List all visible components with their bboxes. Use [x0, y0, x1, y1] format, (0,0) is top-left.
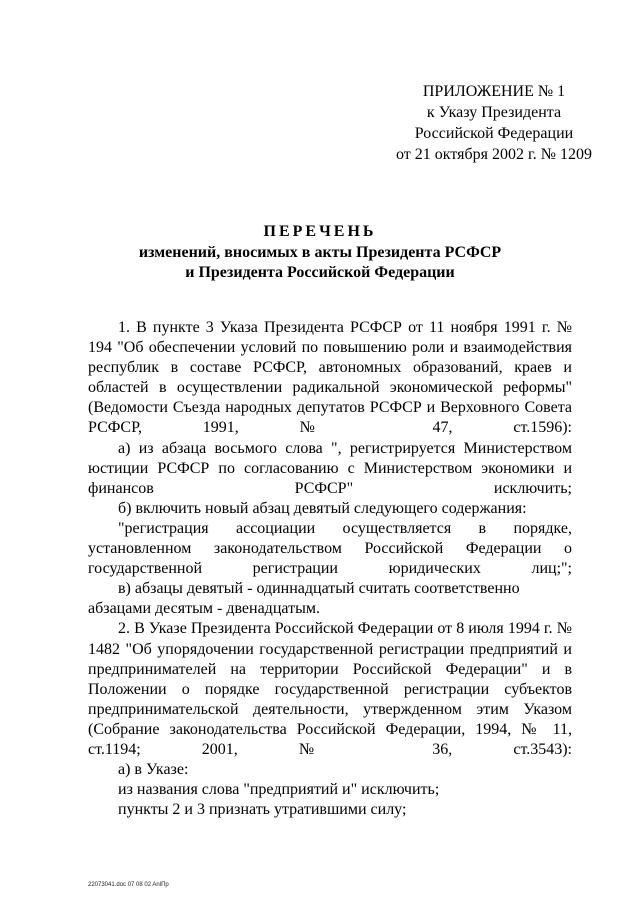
paragraph-repeal: пункты 2 и 3 признать утратившими силу;: [118, 801, 407, 819]
paragraph-item-1c: в) абзацы девятый - одиннадцатый считать соответственно абзацами десятым - двенадцатым.: [88, 580, 520, 618]
document-subtitle-line1: изменений, вносимых в акты Президента РСФСР: [138, 244, 502, 261]
paragraph-item-1: 1. В пункте 3 Указа Президента РСФСР от 11 ноября 1991 г. № 194 "Об обеспечении условий по повышению роли и взаимодействия республик в составе РСФСР, автономных образований, краев и областей в осуществлении радикальной экономической реформы" (Ведомости Съезда народных депутатов РСФСР и Верховного Совета РСФСР, 1991, № 47, ст.1596):: [88, 319, 572, 437]
paragraph-item-1a: а) из абзаца восьмого слова ", регистрируется Министерством юстиции РСФСР по согласованию с Министерством экономики и финансов РСФСР" исключить;: [88, 439, 572, 497]
document-subtitle-line2: и Президента Российской Федерации: [185, 264, 455, 281]
appendix-line-country: Российской Федерации: [414, 125, 574, 142]
paragraph-exclude-words: из названия слова "предприятий и" исключить;: [118, 781, 440, 799]
file-footer: 22073041.doc 07 08 02 AnlПр: [88, 882, 169, 888]
document-title-block: [0, 221, 640, 283]
appendix-title: ПРИЛОЖЕНИЕ № 1: [422, 83, 566, 100]
appendix-line-date: от 21 октября 2002 г. № 1209: [395, 146, 592, 163]
appendix-header: [380, 81, 608, 165]
paragraph-item-2a: а) в Указе:: [118, 761, 189, 779]
appendix-line-decree: к Указу Президента: [426, 104, 562, 121]
document-body: [88, 318, 572, 820]
document-title: ПЕРЕЧЕНЬ: [263, 223, 377, 240]
paragraph-item-2: 2. В Указе Президента Российской Федерации от 8 июля 1994 г. № 1482 "Об упорядочении государственной регистрации предприятий и предпринимателей на территории Российской Федерации" и в Положении о порядке государственной регистрации субъектов предпринимательской деятельности, утвержденном этим Указом (Собрание законодательства Российской Федерации, 1994, № 11, ст.1194; 2001, № 36, ст.3543):: [88, 620, 572, 758]
paragraph-item-1b: б) включить новый абзац девятый следующего содержания:: [118, 499, 527, 517]
paragraph-quote: "регистрация ассоциации осуществляется в порядке, установленном законодательством Российской Федерации о государственной регистрации юридических лиц;";: [88, 519, 572, 578]
